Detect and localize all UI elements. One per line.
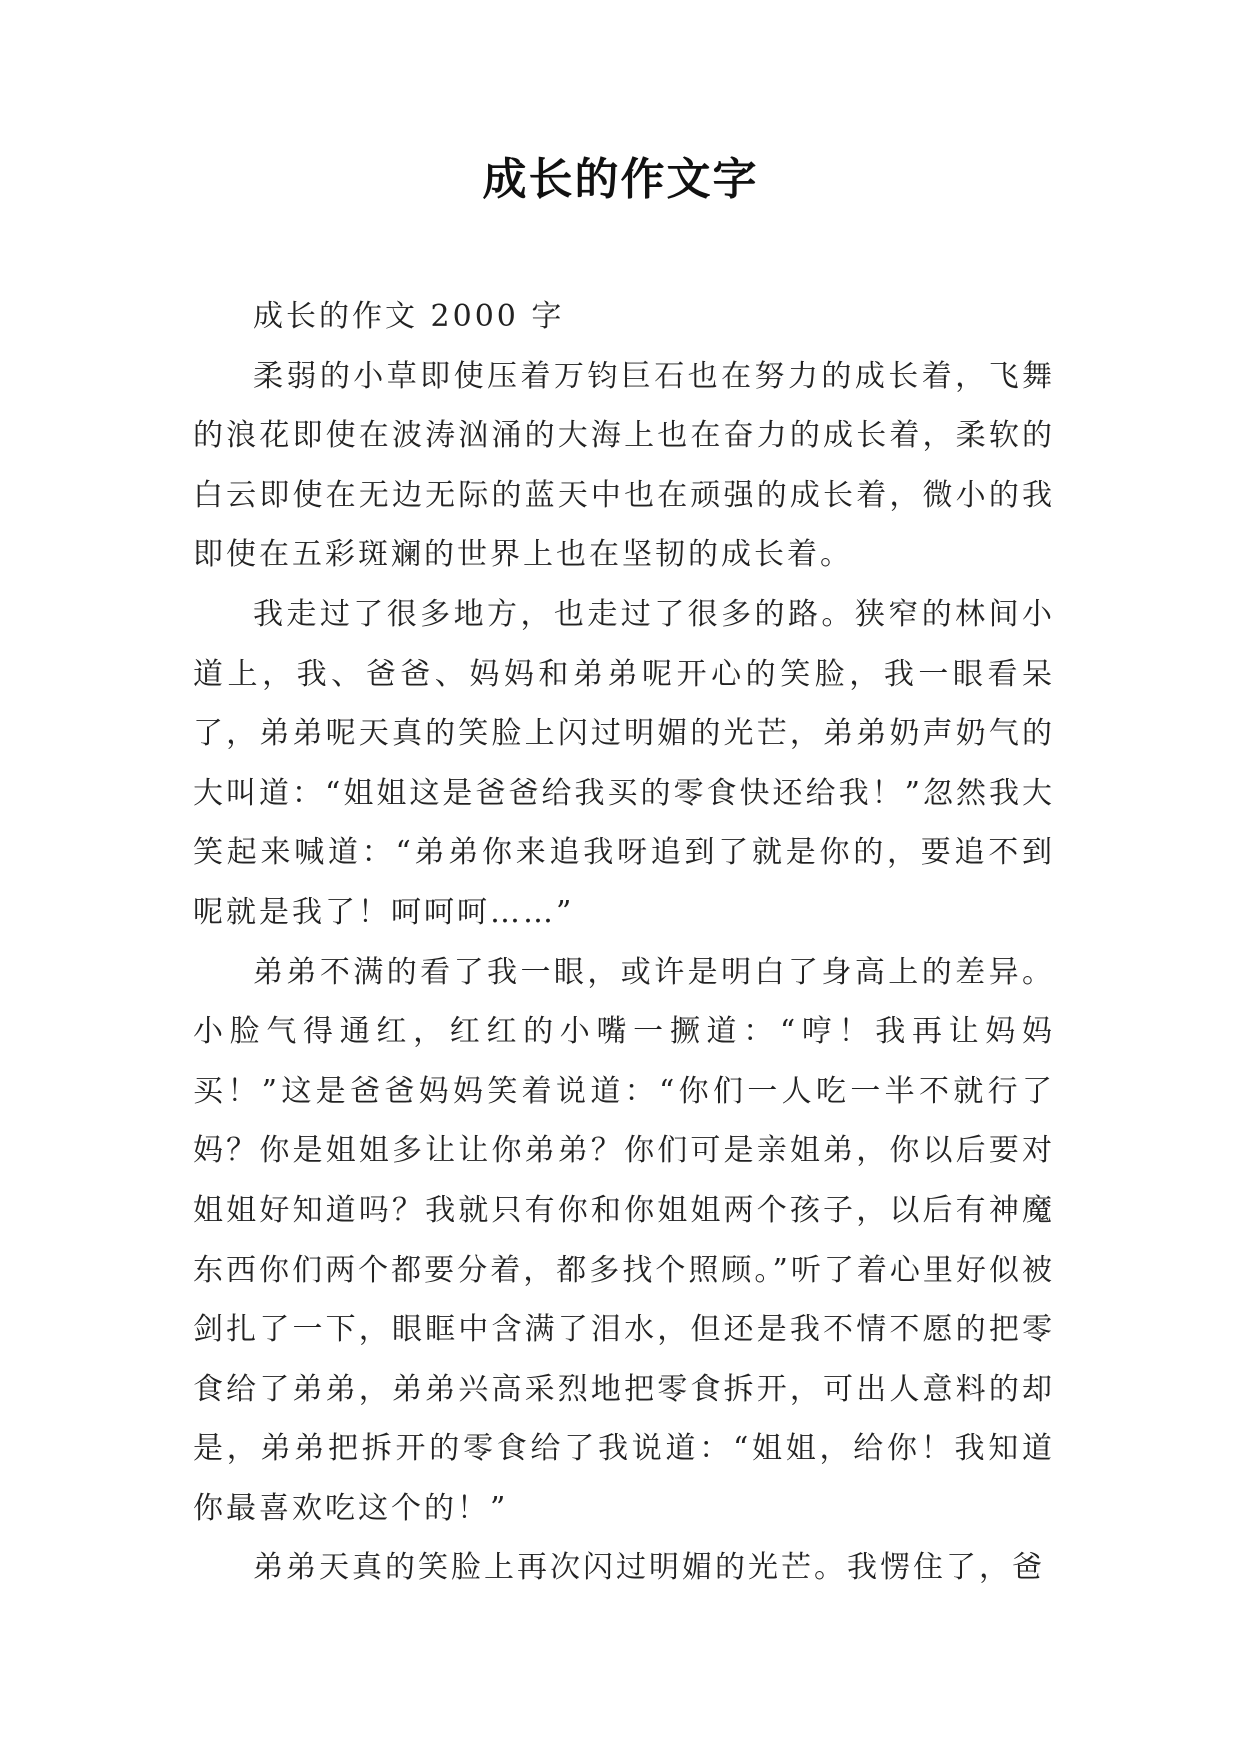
paragraph: 弟弟天真的笑脸上再次闪过明媚的光芒。我愣住了，爸	[253, 1550, 1045, 1586]
paragraph: 柔弱的小草即使压着万钧巨石也在努力的成长着，飞舞的浪花即使在波涛汹涌的大海上也在奋力的成长着，柔软的白云即使在无边无际的蓝天中也在顽强的成长着，微小的我即使在五彩斑斓的世界上也在坚韧的成长着。	[193, 358, 1055, 573]
paragraph: 我走过了很多地方，也走过了很多的路。狭窄的林间小道上，我、爸爸、妈妈和弟弟呢开心的笑脸，我一眼看呆了，弟弟呢天真的笑脸上闪过明媚的光芒，弟弟奶声奶气的大叫道：“姐姐这是爸爸给我买的零食快还给我！”忽然我大笑起来喊道：“弟弟你来追我呀追到了就是你的，要追不到呢就是我了！呵呵呵……”	[193, 596, 1055, 930]
paragraph: 弟弟不满的看了我一眼，或许是明白了身高上的差异。小脸气得通红，红红的小嘴一撅道：“哼！我再让妈妈买！”这是爸爸妈妈笑着说道：“你们一人吃一半不就行了妈？你是姐姐多让让你弟弟？你们可是亲姐弟，你以后要对姐姐好知道吗？我就只有你和你姐姐两个孩子，以后有神魔东西你们两个都要分着，都多找个照顾。”听了着心里好似被剑扎了一下，眼眶中含满了泪水，但还是我不情不愿的把零食给了弟弟，弟弟兴高采烈地把零食拆开，可出人意料的却是，弟弟把拆开的零食给了我说道：“姐姐，给你！我知道你最喜欢吃这个的！”	[193, 954, 1055, 1526]
paragraph-subtitle: 成长的作文 2000 字	[253, 299, 565, 334]
document-body	[193, 287, 1055, 1598]
document-title: 成长的作文字	[482, 154, 759, 205]
